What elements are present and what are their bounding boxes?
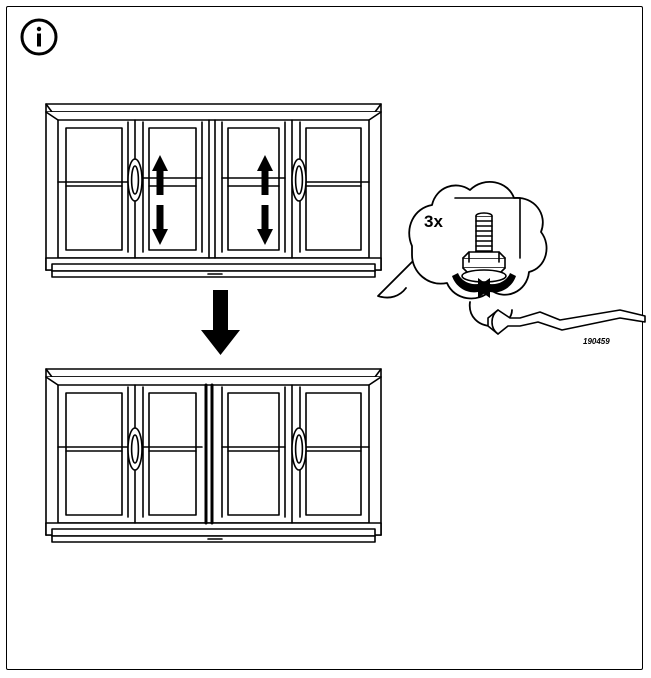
quantity-label: 3x (424, 212, 443, 231)
cabinet-before (46, 104, 381, 277)
cabinet-after (46, 369, 381, 542)
arrow-down-step-icon (201, 290, 240, 355)
detail-callout (378, 182, 645, 334)
part-number-label: 190459 (583, 337, 610, 346)
